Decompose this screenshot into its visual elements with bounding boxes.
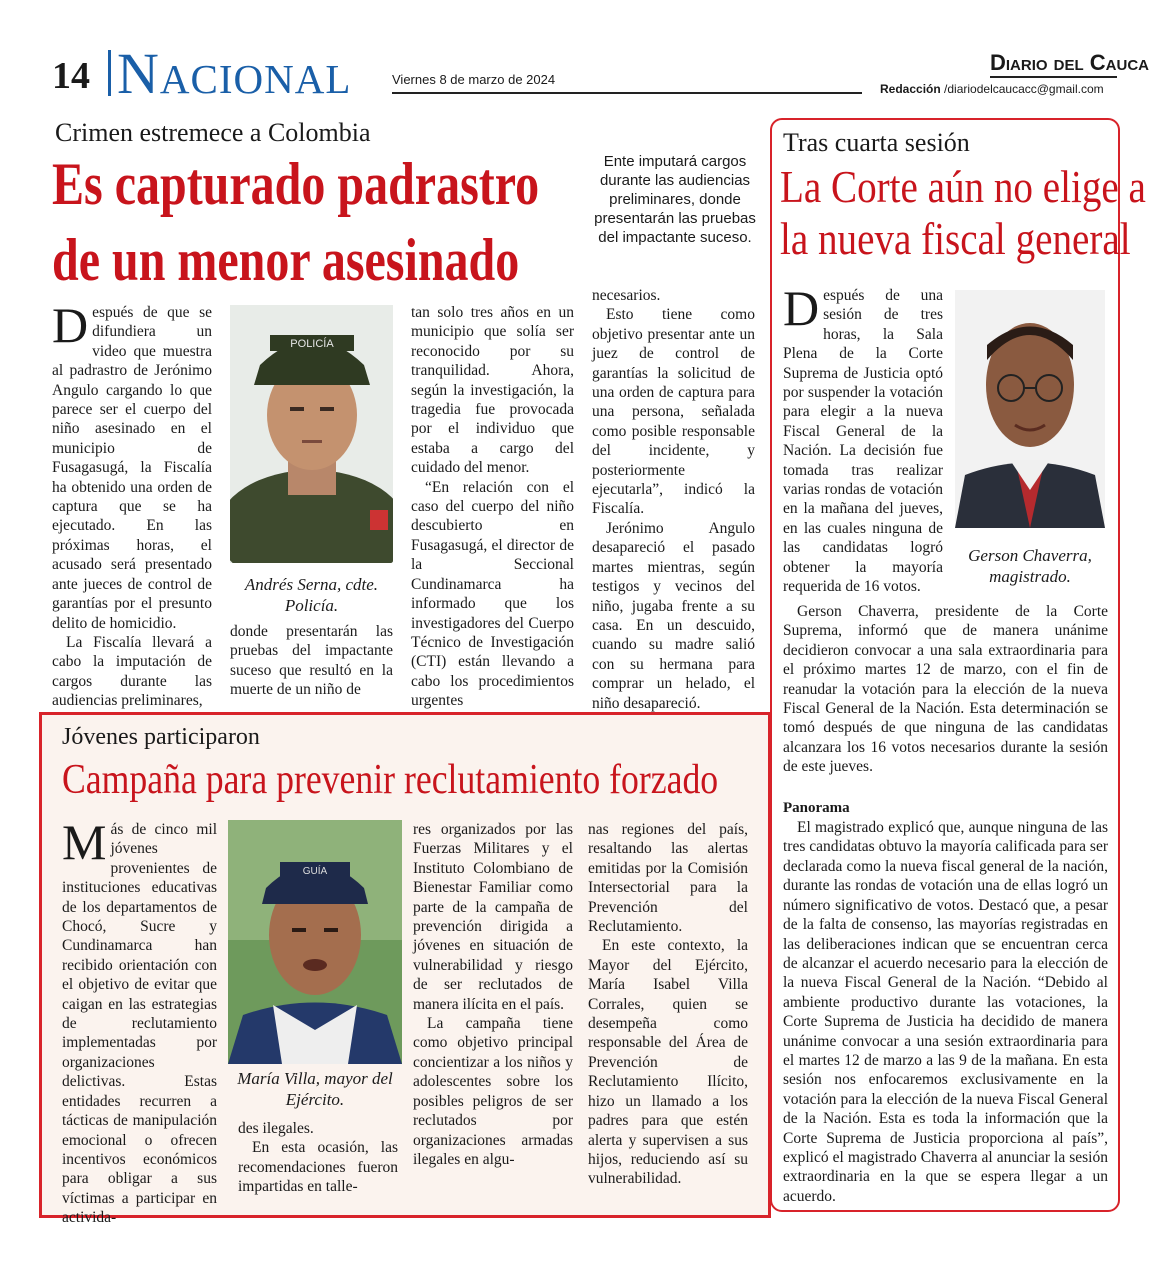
article3-col2 [238,1119,398,1197]
article3-col3-p1: res organizados por las Fuerzas Militares y el Instituto Colombiano de Bienestar Familiar como parte de la campaña de prevención dirigida a jóvenes en situación de vulnerabilidad y riesgo de ser reclutados de manera ilícita en el país. [413,821,573,1013]
article2-dropcap: D [783,280,820,336]
redaccion-label: Redacción [880,82,941,96]
article3-col3-p2: La campaña tiene como objetivo principal concientizar a los niños y adolescentes sobre los posibles peligros de ser reclutados por organizaciones armadas ilegales en algu- [413,1015,573,1168]
article3-col2-p1: des ilegales. [238,1120,314,1137]
article1-col4-p3: Jerónimo Angulo desapareció el pasado martes mientras, según testigos y vecinos del niño, jugaba frente a su casa. En un descuido, cuando su madre salió con su hermana para comprar un helado, el niño desapareció. [592,519,755,712]
article1-col4-p2: Esto tiene como objetivo presentar ante un juez de control de garantías la solicitud de una orden de captura para una persona, señalada como posible responsable del incidente, y posteriormente ejecutarla”, indicó la Fiscalía. [592,306,755,518]
article1-dropcap: D [52,297,89,353]
villa-photo [228,820,402,1064]
svg-text:POLICÍA: POLICÍA [290,338,334,350]
redaccion-line [880,82,1104,96]
svg-text:GUÍA: GUÍA [302,866,328,877]
article2-p3: El magistrado explicó que, aunque ninguna de las tres candidatas obtuvo la mayoría calificada para ser declarada como la nueva fiscal general de la nación, durante las rondas de votación una de ellas logró un número significativo de votos. Destacó que, a pesar de la falta de consenso, las mayorías registradas en las deliberaciones indican que se encuentran cerca de alcanzar el acuerdo necesario para la elección de la nueva Fiscal General de la Nación. “Debido al ambiente productivo durante las votaciones, la Corte Suprema de Justicia ha decidido de manera unánime convocar a una sesión extraordinaria para el martes 12 de marzo a las 9 de la mañana. En esta sesión nos enfocaremos exclusivamente en la votación para la elección de la nueva Fiscal General de la Nación. Esta es toda la información que la Corte Suprema de Justicia proporciona al país”, explicó el magistrado Chaverra al anunciar la sesión extraordinaria en la que se espera llegar a un acuerdo. [783,819,1108,1205]
article3-col4-p1: nas regiones del país, resaltando las alertas emitidas por la Comisión Intersectorial para la Prevención del Reclutamiento. [588,821,748,936]
article3-col3 [413,820,573,1169]
article1-headline-1: Es capturado padrastro [52,151,540,217]
article3-col1 [62,814,217,1228]
article2-subhead: Panorama [783,799,850,816]
article1-col1 [52,297,212,711]
article1-col3-p2: “En relación con el caso del cuerpo del niño descubierto en Fusagasugá, el director de la Seccional Cundinamarca ha informado que los investigadores del Cuerpo Técnico de Investigación (CTI) están llevando a cabo los procedimientos urgentes [411,478,574,710]
article3-col1-p1: ás de cinco mil jóvenes provenientes de instituciones educativas de los departamentos de Chocó, Sucre y Cundinamarca han recibido orientación con el objetivo de evitar que caigan en las estrategias de reclutamiento implementadas por organizaciones delictivas. Estas entidades recurren a tácticas de manipulación emocional o ofrecen incentivos económicos para obligar a sus víctimas a participar en activida- [62,821,217,1227]
article3-kicker: Jóvenes participaron [62,724,260,750]
article2-kicker: Tras cuarta sesión [783,128,970,157]
article3-dropcap: M [62,814,107,870]
article1-col2 [230,622,393,700]
section-title: Nacional [117,41,352,106]
article3-headline: Campaña para prevenir reclutamiento forzado [62,757,719,803]
article3-col4-p2: En este contexto, la Mayor del Ejército, María Isabel Villa Corrales, quien se desempeña como responsable del Área de Prevención de Reclutamiento Ilícito, hizo un llamado a los padres para que estén alerta y supervisen a sus hijos, reduciendo así su vulnerabilidad. [588,937,748,1188]
chaverra-photo [955,290,1105,528]
brand-rule [990,76,1117,78]
header-divider [108,50,111,96]
article1-col1-p2: La Fiscalía llevará a cabo la imputación de cargos durante las audiencias preliminares, [52,633,212,710]
article3-col2-p2: En esta ocasión, las recomendaciones fueron impartidas en talle- [238,1139,398,1196]
article2-col-bottom [783,602,1108,1206]
police-photo-caption: Andrés Serna, cdte. Policía. [244,575,379,615]
article3-col4 [588,820,748,1189]
article1-col3 [411,303,574,711]
article1-col4 [592,286,755,713]
police-photo [230,305,393,563]
article2-headline-1: La Corte aún no elige a [780,161,1146,212]
article1-pullquote: Ente imputará cargos durante las audiencias preliminares, donde presentarán las pruebas del impactante suceso. [594,153,756,246]
page-number: 14 [52,55,90,97]
article1-col3-p1: tan solo tres años en un municipio que solía ser reconocido por su tranquilidad. Ahora, según la investigación, la tragedia fue provocada por el individuo que estaba a cargo del cuidado del menor. [411,304,574,477]
article1-col2-p1: donde presentarán las pruebas del impactante suceso que resultó en la muerte de un niño de [230,623,393,699]
article1-kicker: Crimen estremece a Colombia [55,118,371,147]
article1-col4-p1: necesarios. [592,287,661,304]
article2-col-top [783,280,943,597]
villa-photo-caption: María Villa, mayor del Ejército. [237,1069,393,1109]
header-rule [392,92,862,94]
article2-headline-2: la nueva fiscal general [780,213,1131,264]
article2-p2: Gerson Chaverra, presidente de la Corte Suprema, informó que de manera unánime decidieron convocar a una sala extraordinaria para el próximo martes 12 de marzo, con el fin de reanudar la votación para la elección de la nueva Fiscal General de la Nación. Esta determinación se tomó después de que ninguna de las candidatas alcanzara los 16 votos necesarios durante la sesión de este jueves. [783,603,1108,776]
redaccion-email[interactable]: /diariodelcaucacc@gmail.com [944,82,1104,96]
chaverra-photo-caption: Gerson Chaverra, magistrado. [968,546,1092,586]
article1-headline-2: de un menor asesinado [52,227,520,293]
article2-p1: espués de una sesión de tres horas, la Sala Plena de la Corte Suprema de Justicia optó por suspender la votación para elegir a la nueva Fiscal General de la Nación. La decisión fue tomada tras realizar varias rondas de votación en la mañana del jueves, en las cuales ninguna de las candidatas logró obtener la mayoría requerida de 16 votos. [783,287,943,596]
newspaper-brand: Diario del Cauca [990,50,1149,75]
issue-date: Viernes 8 de marzo de 2024 [392,72,556,87]
article1-col1-p1: espués de que se difundiera un video que muestra al padrastro de Jerónimo Angulo cargando lo que parece ser el cuerpo del niño asesinado en el municipio de Fusagasugá, la Fiscalía ha obtenido una orden de captura que se ha ejecutado. En las próximas horas, el acusado será presentado ante jueces de control de garantías por el presunto delito de homicidio. [52,304,212,632]
